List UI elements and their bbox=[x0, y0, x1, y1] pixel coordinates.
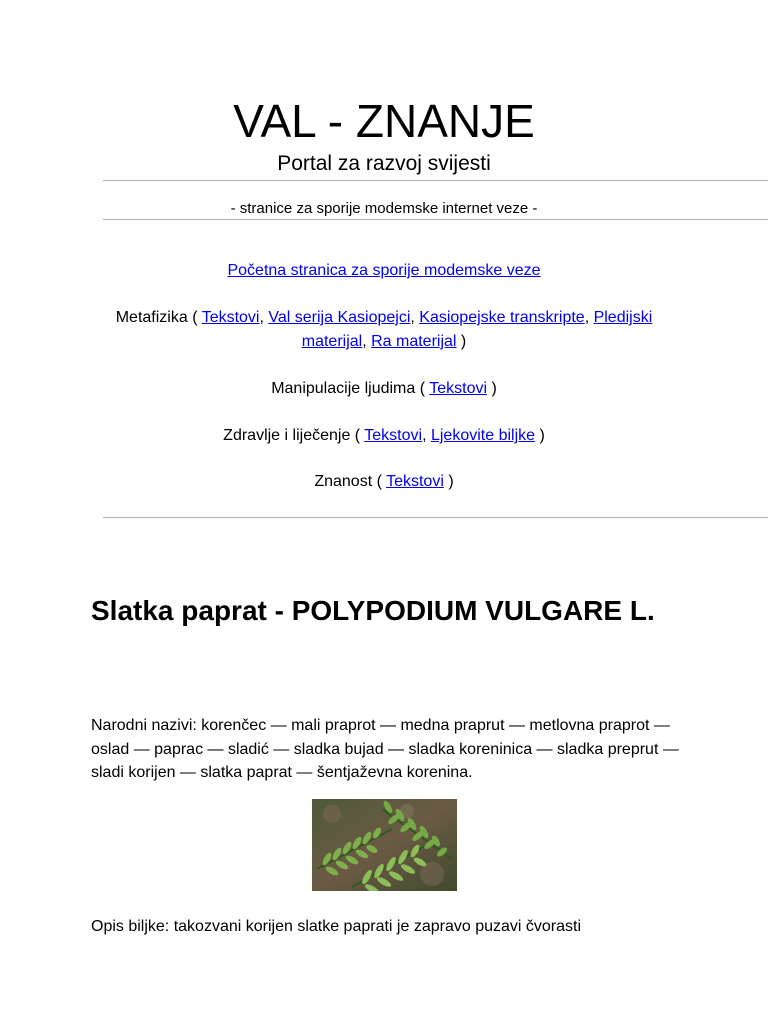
home-link[interactable]: Početna stranica za sporije modemske veze bbox=[227, 262, 541, 279]
header-divider-top bbox=[103, 180, 768, 181]
link-val-serija-kasiopejci[interactable]: Val serija Kasiopejci bbox=[268, 309, 411, 326]
link-kasiopejske-transkripte[interactable]: Kasiopejske transkripte bbox=[419, 309, 585, 326]
nav-zdravlje-label: Zdravlje i liječenje bbox=[223, 427, 351, 444]
header-divider-bottom bbox=[103, 219, 768, 220]
link-metafizika-tekstovi[interactable]: Tekstovi bbox=[201, 309, 260, 326]
nav-manipulacije: Manipulacije ljudima ( Tekstovi ) bbox=[271, 380, 497, 397]
link-znanost-tekstovi[interactable]: Tekstovi bbox=[386, 473, 444, 490]
nav-home bbox=[88, 259, 680, 283]
link-pledijski-materijal[interactable]: Pledijski materijal bbox=[301, 309, 653, 350]
nav-manipulacije-label: Manipulacije ljudima bbox=[271, 380, 416, 397]
folk-names-paragraph: Narodni nazivi: korenčec — mali praprot — medna praprut — metlovna praprot — oslad — paprac — sladić — sladka bujad — sladka koreninica — sladka preprut — sladi korijen — slatka paprat — šentjaževna korenina. bbox=[91, 717, 679, 781]
link-manipulacije-tekstovi[interactable]: Tekstovi bbox=[429, 380, 488, 397]
nav-znanost-label: Znanost bbox=[314, 473, 373, 490]
link-ra-materijal[interactable]: Ra materijal bbox=[371, 333, 457, 350]
nav-divider bbox=[103, 517, 768, 518]
article-title: Slatka paprat - POLYPODIUM VULGARE L. bbox=[91, 595, 655, 626]
nav-zdravlje: Zdravlje i liječenje ( Tekstovi, Ljekovite biljke ) bbox=[223, 427, 545, 444]
modem-note: - stranice za sporije modemske internet veze - bbox=[230, 200, 538, 217]
fern-image bbox=[312, 799, 457, 891]
site-subtitle: Portal za razvoj svijesti bbox=[277, 152, 491, 175]
nav-metafizika-label: Metafizika bbox=[115, 309, 188, 326]
nav-znanost: Znanost ( Tekstovi ) bbox=[314, 473, 454, 490]
link-ljekovite-biljke[interactable]: Ljekovite biljke bbox=[430, 427, 536, 444]
link-zdravlje-tekstovi[interactable]: Tekstovi bbox=[364, 427, 423, 444]
nav-metafizika: Metafizika ( Tekstovi, Val serija Kasiopejci, Kasiopejske transkripte, Pledijski materijal, Ra materijal ) bbox=[115, 309, 653, 350]
description-paragraph: Opis biljke: takozvani korijen slatke paprati je zapravo puzavi čvorasti bbox=[91, 918, 582, 935]
site-title: VAL - ZNANJE bbox=[233, 95, 535, 147]
